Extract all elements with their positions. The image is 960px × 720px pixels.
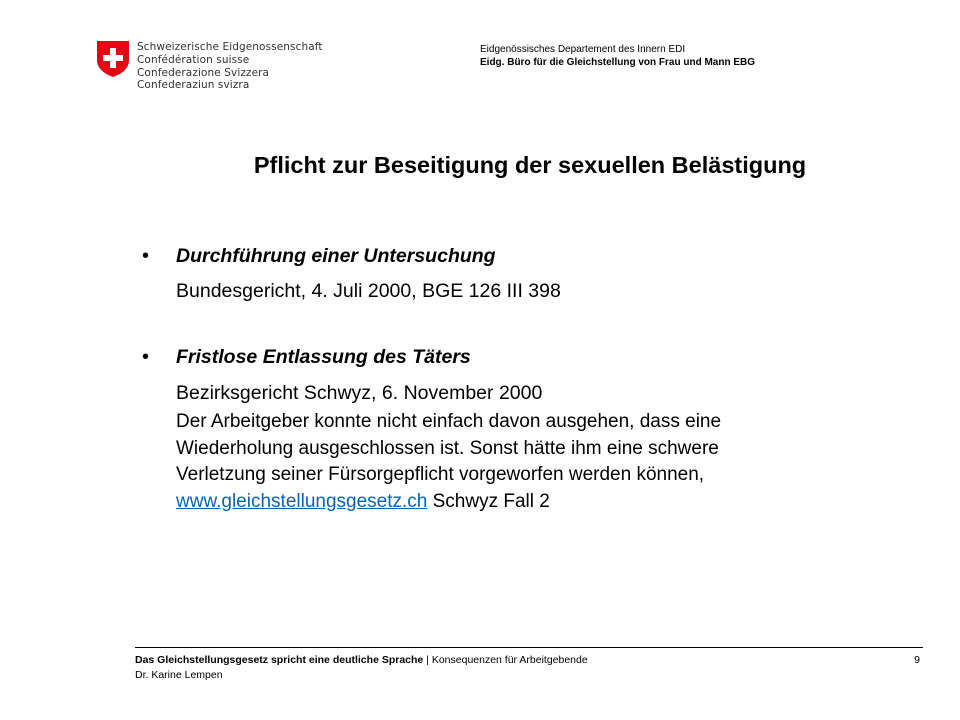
bullet-marker: • — [142, 346, 150, 368]
confederation-name-rm: Confederaziun svizra — [137, 79, 250, 92]
bullet-2-paragraph — [176, 409, 876, 515]
page-number: 9 — [914, 654, 920, 666]
confederation-name-fr: Confédération suisse — [137, 53, 250, 66]
bullet-1-heading: Durchführung einer Untersuchung — [176, 245, 496, 267]
gleichstellungsgesetz-link[interactable]: www.gleichstellungsgesetz.ch — [176, 490, 428, 512]
department-name: Eidgenössisches Departement des Innern EDI — [480, 44, 686, 55]
swiss-coat-of-arms-icon — [96, 40, 130, 78]
presentation-subtitle: Konsequenzen für Arbeitgebende — [431, 654, 588, 666]
slide-title: Pflicht zur Beseitigung der sexuellen Belästigung — [253, 152, 807, 178]
footer-separator: | — [423, 654, 432, 666]
bullet-marker: • — [142, 245, 150, 267]
footer-title-line — [135, 653, 835, 668]
paragraph-line-with-link — [176, 489, 876, 516]
author-name: Dr. Karine Lempen — [135, 669, 223, 681]
bullet-2-heading: Fristlose Entlassung des Täters — [176, 346, 471, 368]
paragraph-line: Verletzung seiner Fürsorgepflicht vorgeworfen werden können, — [176, 464, 705, 485]
confederation-names — [137, 41, 367, 92]
confederation-name-it: Confederazione Svizzera — [137, 66, 270, 79]
footer — [135, 653, 835, 683]
bullet-2-subline: Bezirksgericht Schwyz, 6. November 2000 — [176, 382, 543, 404]
bullet-1-subline: Bundesgericht, 4. Juli 2000, BGE 126 III 398 — [176, 280, 561, 302]
link-suffix: Schwyz Fall 2 — [427, 490, 550, 512]
confederation-name-de: Schweizerische Eidgenossenschaft — [137, 41, 323, 53]
office-name: Eidg. Büro für die Gleichstellung von Frau und Mann EBG — [480, 56, 756, 68]
paragraph-line: Der Arbeitgeber konnte nicht einfach davon ausgehen, dass eine — [176, 411, 722, 432]
footer-divider — [135, 647, 923, 648]
department-block — [480, 44, 840, 69]
presentation-title: Das Gleichstellungsgesetz spricht eine deutliche Sprache — [135, 654, 424, 666]
paragraph-line: Wiederholung ausgeschlossen ist. Sonst hätte ihm eine schwere — [176, 437, 719, 459]
